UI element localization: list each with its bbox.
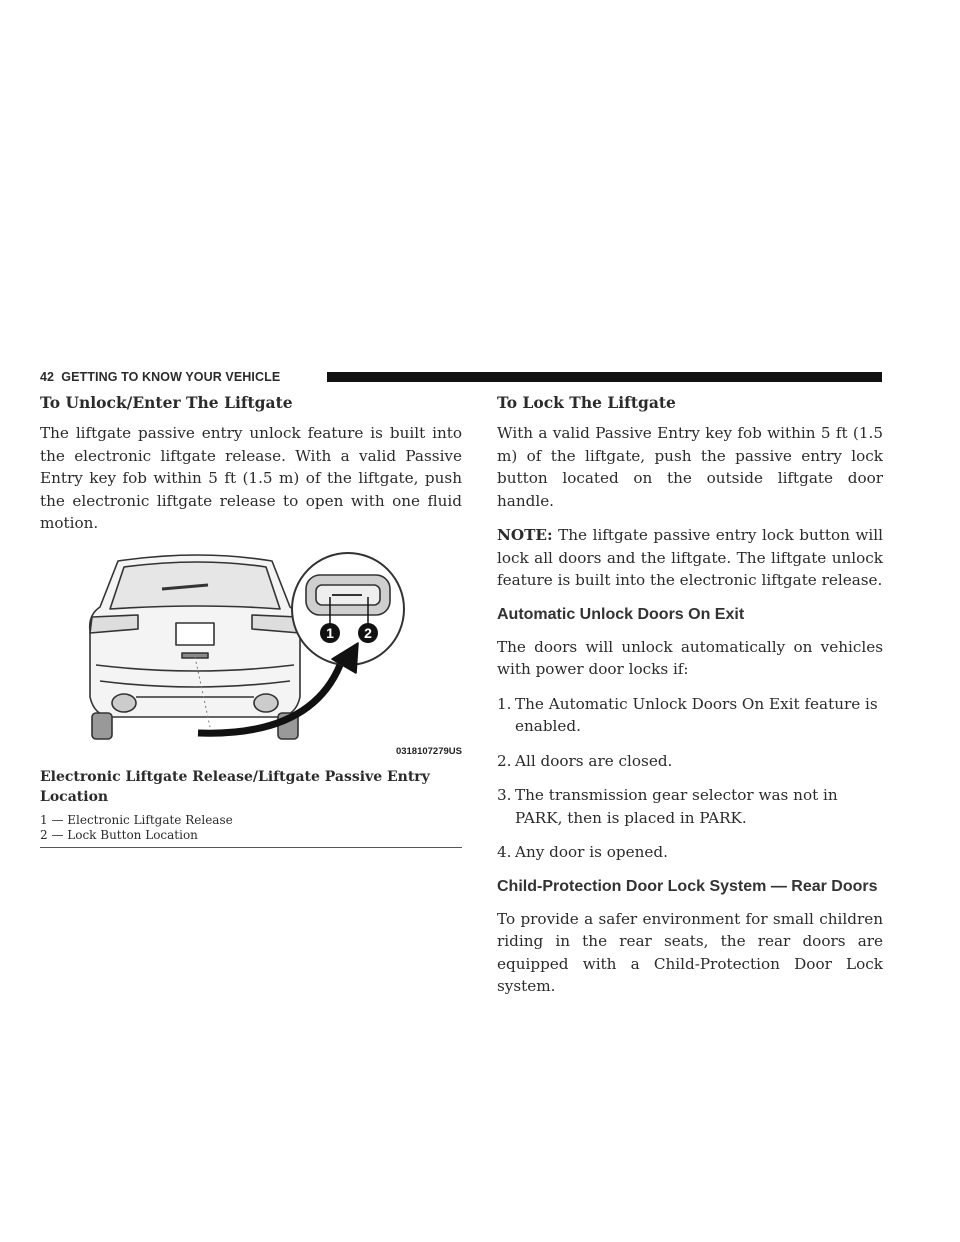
list-item — [497, 750, 883, 773]
lock-liftgate-paragraph: With a valid Passive Entry key fob within 5 ft (1.5 m) of the liftgate, push the passive entry lock button located on the outside liftgate door handle. — [497, 424, 883, 510]
step-text: The Automatic Unlock Doors On Exit feature is enabled. — [515, 694, 878, 735]
note-label: NOTE: — [497, 526, 553, 544]
step-text: The transmission gear selector was not in PARK, then is placed in PARK. — [515, 786, 838, 827]
header-rule — [327, 372, 882, 382]
unlock-liftgate-paragraph: The liftgate passive entry unlock feature is built into the electronic liftgate release. With a valid Passive Entry key fob within 5 ft (1.5 m) of the liftgate, push the electronic liftgate release to open with one fluid motion. — [40, 424, 462, 532]
section-title: GETTING TO KNOW YOUR VEHICLE — [61, 370, 281, 384]
step-number: 2. — [497, 751, 512, 770]
step-number: 3. — [497, 786, 512, 804]
unlock-liftgate-heading: To Unlock/Enter The Liftgate — [40, 393, 293, 412]
left-column — [40, 392, 462, 848]
list-item — [497, 693, 883, 738]
legend-item: 1 — Electronic Liftgate Release — [40, 812, 233, 827]
auto-unlock-heading: Automatic Unlock Doors On Exit — [497, 605, 745, 623]
lock-liftgate-heading: To Lock The Liftgate — [497, 393, 676, 412]
legend-divider — [40, 847, 462, 848]
liftgate-figure — [40, 547, 462, 757]
step-number: 1. — [497, 694, 512, 713]
list-item — [497, 841, 883, 864]
child-lock-paragraph: To provide a safer environment for small children riding in the rear seats, the rear doors are equipped with a Child-Protection Door Lock system. — [497, 909, 883, 995]
list-item — [497, 784, 883, 829]
auto-unlock-paragraph: The doors will unlock automatically on vehicles with power door locks if: — [497, 637, 883, 678]
note-text: The liftgate passive entry lock button will lock all doors and the liftgate. The liftgate unlock feature is built into the electronic liftgate release. — [497, 526, 883, 589]
step-text: Any door is opened. — [515, 843, 668, 861]
auto-unlock-steps — [497, 693, 883, 864]
right-column — [497, 392, 883, 1010]
figure-legend — [40, 813, 462, 848]
legend-item: 2 — Lock Button Location — [40, 827, 198, 842]
figure-code: 0318107279US — [395, 745, 462, 757]
note-paragraph — [497, 524, 883, 592]
step-number: 4. — [497, 843, 512, 861]
figure-caption: Electronic Liftgate Release/Liftgate Passive Entry Location — [40, 768, 430, 805]
callout-number-1: 1 — [326, 624, 334, 641]
callout-number-2: 2 — [364, 624, 372, 641]
child-lock-heading: Child-Protection Door Lock System — Rear Doors — [497, 877, 878, 895]
page-number: 42 — [40, 370, 55, 384]
vehicle-rear-illustration — [40, 547, 462, 757]
step-text: All doors are closed. — [515, 751, 673, 770]
page-header — [40, 370, 882, 384]
page-header-text — [40, 370, 280, 384]
